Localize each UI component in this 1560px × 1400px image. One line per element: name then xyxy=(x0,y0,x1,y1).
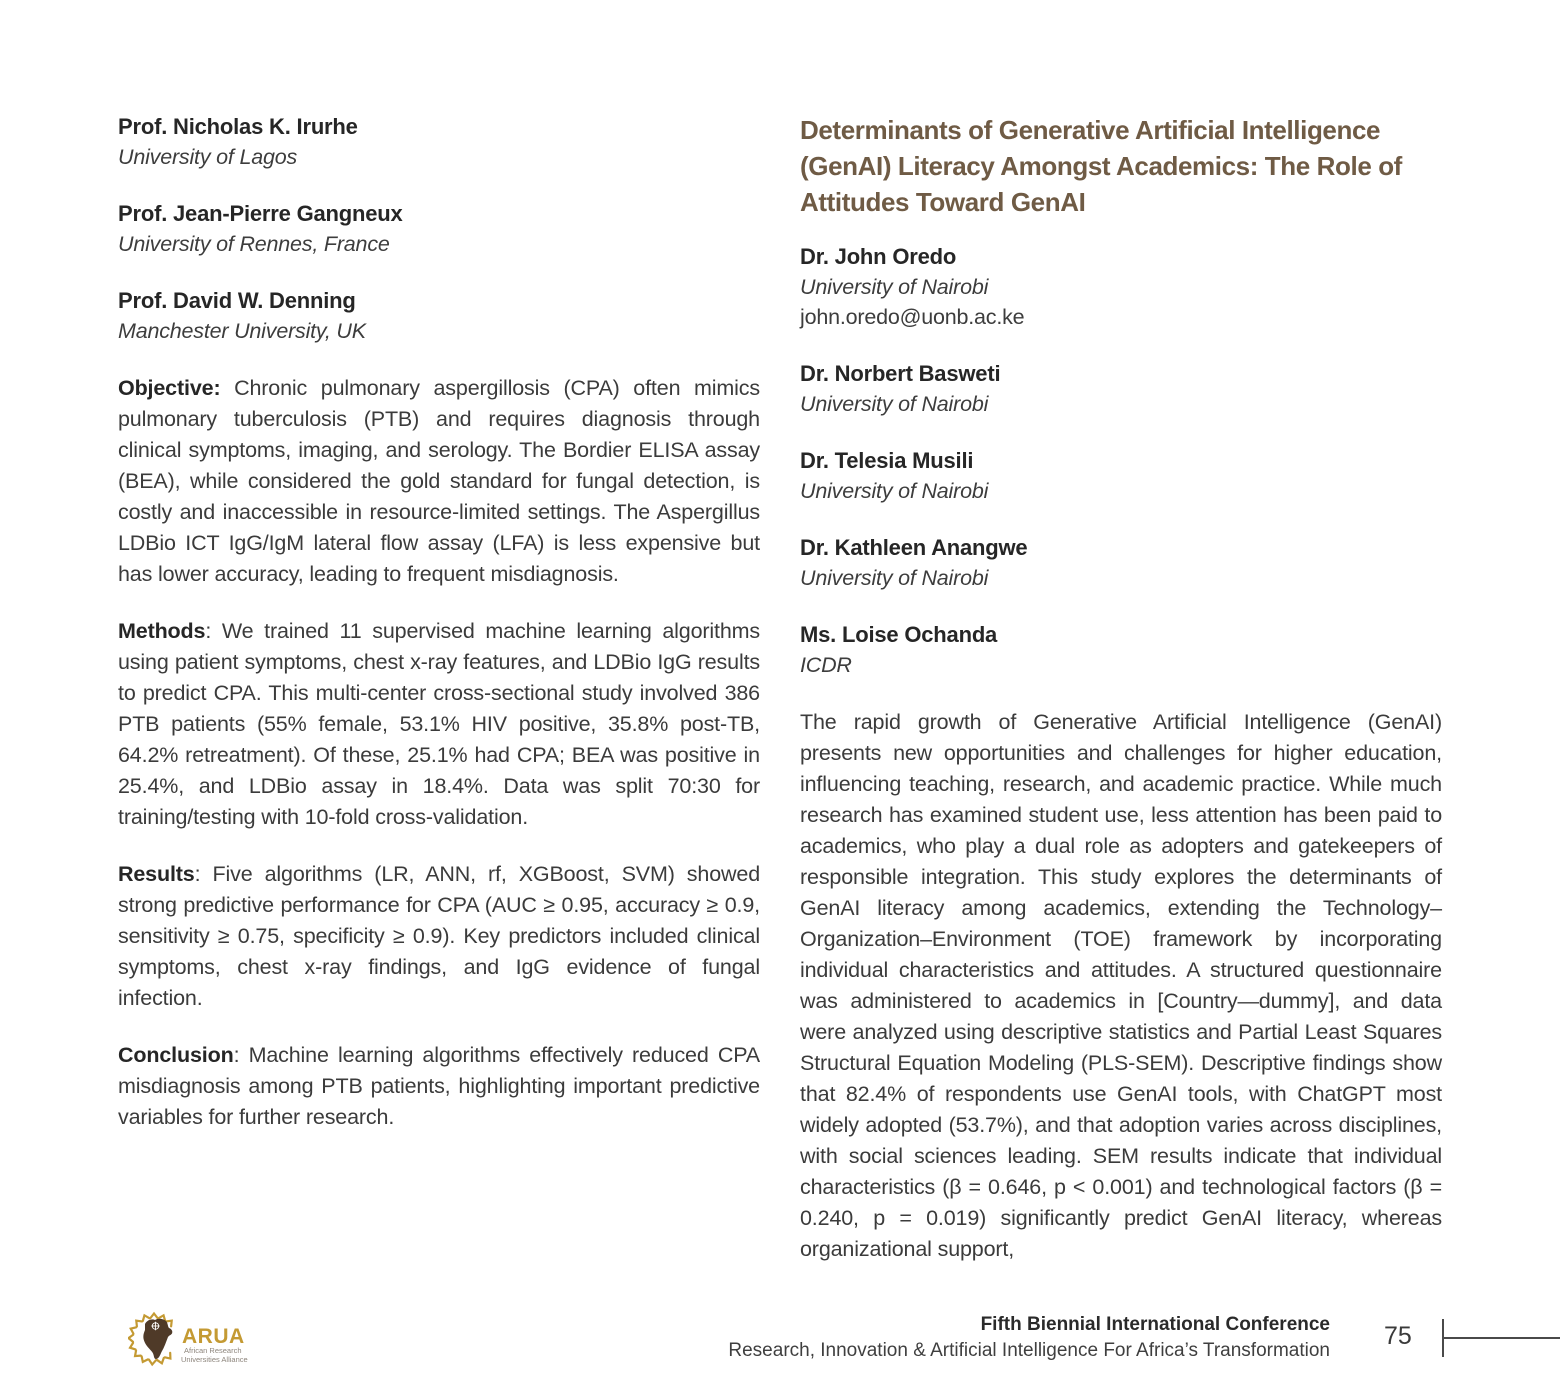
paragraph-separator: : xyxy=(233,1043,249,1067)
paragraph-text: Machine learning algorithms effectively reduced CPA misdiagnosis among PTB patients, highlighting important predictive variables for further research. xyxy=(118,1043,760,1129)
author-block xyxy=(800,359,1442,419)
right-column xyxy=(800,112,1442,1265)
author-name: Prof. David W. Denning xyxy=(118,288,356,313)
author-affiliation: University of Nairobi xyxy=(800,566,989,590)
author-block xyxy=(118,112,760,172)
author-block xyxy=(800,242,1442,332)
paragraph-label: Methods xyxy=(118,619,206,643)
arua-logo xyxy=(128,1310,256,1370)
paragraph-label: Objective: xyxy=(118,376,221,400)
author-affiliation: University of Rennes, France xyxy=(118,232,390,256)
author-affiliation: University of Nairobi xyxy=(800,479,989,503)
africa-continent-icon xyxy=(143,1319,172,1359)
abstract-body: The rapid growth of Generative Artificial Intelligence (GenAI) presents new opportunities and challenges for higher education, influencing teaching, research, and academic practice. While much research has examined student use, less attention has been paid to academics, who play a dual role as adopters and gatekeepers of responsible integration. This study explores the determinants of GenAI literacy among academics, extending the Technology–Organization–Environment (TOE) framework by incorporating individual characteristics and attitudes. A structured questionnaire was administered to academics in [Country—dummy], and data were analyzed using descriptive statistics and Partial Least Squares Structural Equation Modeling (PLS-SEM). Descriptive findings show that 82.4% of respondents use GenAI tools, with ChatGPT most widely adopted (53.7%), and that adoption varies across disciplines, with social sciences leading. SEM results indicate that individual characteristics (β = 0.646, p < 0.001) and technological factors (β = 0.240, p = 0.019) significantly predict GenAI literacy, whereas organizational support, xyxy=(800,710,1442,1261)
author-block xyxy=(118,199,760,259)
author-name: Dr. John Oredo xyxy=(800,244,957,269)
paragraph-separator xyxy=(220,376,234,400)
page-number-rule-horizontal xyxy=(1442,1337,1560,1339)
logo-brand-text: ARUA xyxy=(182,1325,245,1348)
abstract-paragraph-conclusion xyxy=(118,1040,760,1133)
author-block xyxy=(800,620,1442,680)
abstract-paragraph-results xyxy=(118,859,760,1014)
author-name: Dr. Norbert Basweti xyxy=(800,361,1001,386)
author-block xyxy=(118,286,760,346)
footer-conference-block xyxy=(728,1312,1330,1364)
page-number: 75 xyxy=(1384,1322,1412,1350)
paragraph-separator: : xyxy=(194,862,213,886)
logo-tagline-line1: African Research xyxy=(184,1346,242,1355)
conference-subtitle: Research, Innovation & Artificial Intelligence For Africa’s Transformation xyxy=(728,1340,1330,1361)
abstract-paragraph-methods xyxy=(118,616,760,833)
conference-title: Fifth Biennial International Conference xyxy=(980,1314,1330,1335)
paragraph-text: We trained 11 supervised machine learning algorithms using patient symptoms, chest x-ray features, and LDBio IgG results to predict CPA. This multi-center cross-sectional study involved 386 PTB patients (55% female, 53.1% HIV positive, 35.8% post-TB, 64.2% retreatment). Of these, 25.1% had CPA; BEA was positive in 25.4%, and LDBio assay in 18.4%. Data was split 70:30 for training/testing with 10-fold cross-validation. xyxy=(118,619,760,829)
paper-title: Determinants of Generative Artificial Intelligence (GenAI) Literacy Amongst Academics: The Role of Attitudes Toward GenAI xyxy=(800,115,1402,217)
author-email: john.oredo@uonb.ac.ke xyxy=(800,305,1025,329)
author-block xyxy=(800,533,1442,593)
author-name: Prof. Jean-Pierre Gangneux xyxy=(118,201,403,226)
author-name: Prof. Nicholas K. Irurhe xyxy=(118,114,358,139)
author-affiliation: Manchester University, UK xyxy=(118,319,366,343)
paragraph-label: Conclusion xyxy=(118,1043,234,1067)
abstract-paragraph-objective xyxy=(118,373,760,590)
paragraph-text: Five algorithms (LR, ANN, rf, XGBoost, SVM) showed strong predictive performance for CPA (AUC ≥ 0.95, accuracy ≥ 0.9, sensitivity ≥ 0.75, specificity ≥ 0.9). Key predictors included clinical symptoms, chest x-ray findings, and IgG evidence of fungal infection. xyxy=(118,862,760,1010)
author-name: Ms. Loise Ochanda xyxy=(800,622,998,647)
author-affiliation: University of Lagos xyxy=(118,145,298,169)
author-name: Dr. Kathleen Anangwe xyxy=(800,535,1028,560)
left-column xyxy=(118,112,760,1159)
author-affiliation: University of Nairobi xyxy=(800,392,989,416)
paragraph-separator: : xyxy=(205,619,222,643)
paragraph-text: Chronic pulmonary aspergillosis (CPA) often mimics pulmonary tuberculosis (PTB) and requires diagnosis through clinical symptoms, imaging, and serology. The Bordier ELISA assay (BEA), while considered the gold standard for fungal detection, is costly and inaccessible in resource-limited settings. The Aspergillus LDBio ICT IgG/IgM lateral flow assay (LFA) is less expensive but has lower accuracy, leading to frequent misdiagnosis. xyxy=(118,376,760,586)
paragraph-label: Results xyxy=(118,862,195,886)
author-affiliation: ICDR xyxy=(800,653,852,677)
author-name: Dr. Telesia Musili xyxy=(800,448,974,473)
author-affiliation: University of Nairobi xyxy=(800,275,989,299)
author-block xyxy=(800,446,1442,506)
logo-tagline-line2: Universities Alliance xyxy=(181,1355,248,1364)
